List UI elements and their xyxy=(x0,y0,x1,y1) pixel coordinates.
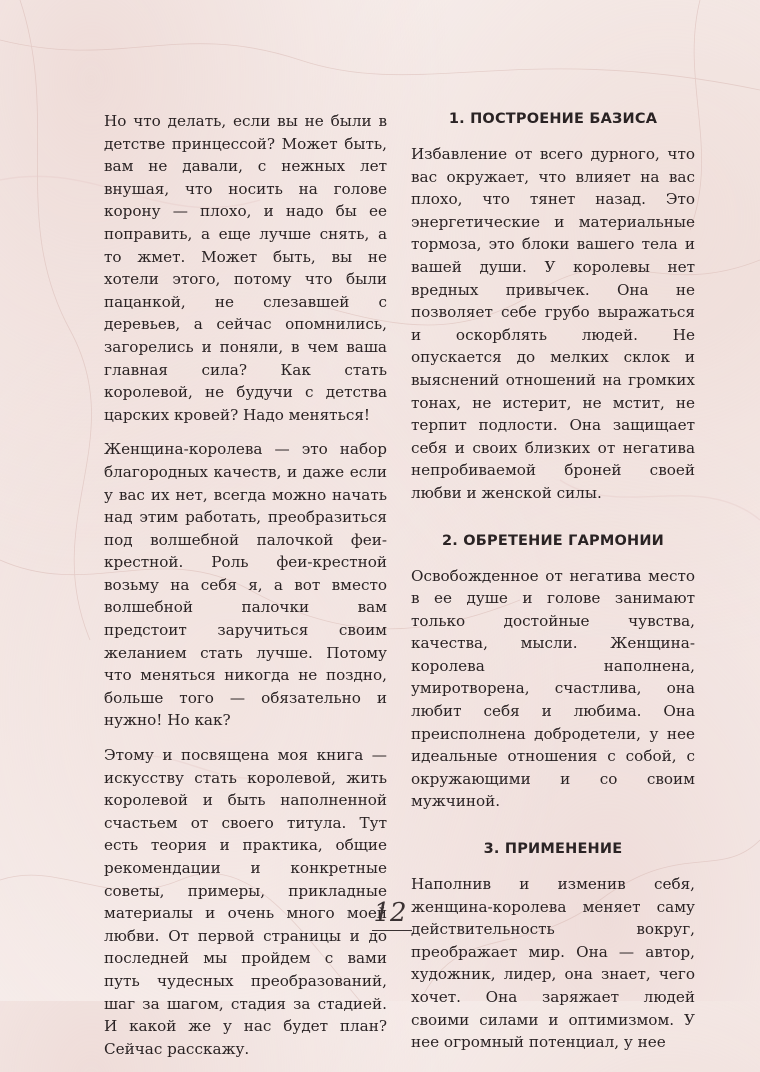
section-heading: 1. ПОСТРОЕНИЕ БАЗИСА xyxy=(448,111,658,127)
paragraph: Избавление от всего дурного, что вас окружает, что влияет на вас плохо, что тянет назад. Это энергетические и материальные тормоза, это блоки вашего тела и вашей души. У королевы нет вредных привычек. Она не позволяет себе грубо выражаться и оскорблять людей. Не опускается до мелких склок и выяснений отношений на громких тонах, не истерит, не мстит, не терпит подлости. Она защищает себя и своих близких от негатива непробиваемой броней своей любви и женской силы. xyxy=(411,145,695,502)
left-text-column xyxy=(104,110,387,1072)
page-number: 12 xyxy=(373,898,407,928)
page-number-underline xyxy=(372,930,412,931)
paragraph: Женщина-королева — это набор благородных качеств, и даже если у вас их нет, всегда можно начать над этим работать, преобразиться под волшебной палочкой феи-крестной. Роль феи-крестной возьму на себя я, а вот вместо волшебной палочки вам предстоит заручиться своим желанием стать лучше. Потому что меняться никогда не поздно, больше того — обязательно и нужно! Но как? xyxy=(104,440,387,730)
paragraph: Но что делать, если вы не были в детстве принцессой? Может быть, вам не давали, с нежных лет внушая, что носить на голове корону — плохо, и надо бы ее поправить, а еще лучше снять, а то жмет. Может быть, вы не хотели этого, потому что были пацанкой, не слезавшей с деревьев, а сейчас опомнились, загорелись и поняли, в чем ваша главная сила? Как стать королевой, не будучи с детства царских кровей? Надо меняться! xyxy=(104,112,387,424)
right-text-column xyxy=(411,107,695,1066)
paragraph: Наполнив и изменив себя, женщина-королева меняет саму действительность вокруг, преображает мир. Она — автор, художник, лидер, она знает, чего хочет. Она заряжает людей своими силами и оптимизмом. У нее огромный потенциал, у нее xyxy=(411,875,695,1052)
section-heading: 2. ОБРЕТЕНИЕ ГАРМОНИИ xyxy=(441,532,665,549)
paragraph: Этому и посвящена моя книга — искусству стать королевой, жить королевой и быть наполненной счастьем от своего титула. Тут есть теория и практика, общие рекомендации и конкретные советы, примеры, прикладные материалы и очень много моей любви. От первой страницы и до последней мы пройдем с вами путь чудесных преобразований, шаг за шагом, стадия за стадией. И какой же у нас будет план? Сейчас расскажу. xyxy=(104,746,387,1058)
paragraph: Освобожденное от негатива место в ее душе и голове занимают только достойные чувства, качества, мысли. Женщина-королева наполнена, умиротворена, счастлива, она любит себя и любима. Она преисполнена добродетели, у нее идеальные отношения с собой, с окружающими и со своим мужчиной. xyxy=(411,566,695,811)
section-heading: 3. ПРИМЕНЕНИЕ xyxy=(483,841,623,858)
